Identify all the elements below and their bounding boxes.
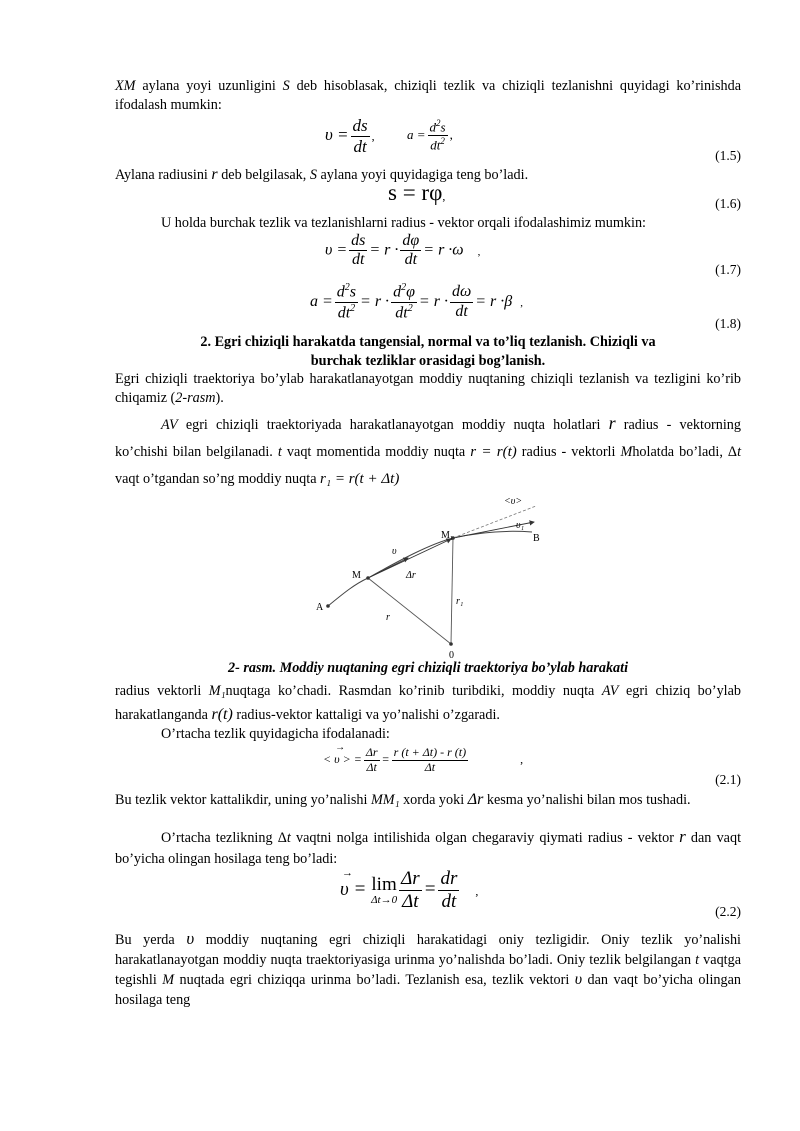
formula-arc-length: s = rφ, bbox=[388, 180, 446, 205]
heading-line-1: 2. Egri chiziqli harakatda tangensial, normal va to’liq tezlanish. Chiziqli va bbox=[200, 334, 656, 350]
radius-vector-r1 bbox=[451, 538, 453, 644]
text-m: M bbox=[162, 972, 175, 988]
figure-reference: 2-rasm bbox=[175, 390, 216, 406]
point-a bbox=[326, 604, 330, 608]
text: radius - vektorli bbox=[516, 444, 621, 460]
text: moddiy nuqtaning egri chiziqli harakatidagi oniy tezligidir. Oniy tezlik yo’nalishi harakatlanayotgan moddiy nuqta traektoriyasiga urinma yo’nalishda bo’ladi. Oniy tezlik belgilangan bbox=[115, 932, 741, 968]
heading-line-2: burchak tezliklar orasidagi bog’lanish. bbox=[310, 353, 546, 369]
formula-r-of-t: r = r(t) bbox=[470, 444, 517, 460]
text-mm1: MM₁ bbox=[370, 792, 400, 808]
text: Aylana radiusini bbox=[115, 167, 212, 183]
text: ). bbox=[215, 390, 224, 406]
formula-velocity: υ = $\frac{ds}{dt}$ , bbox=[325, 116, 375, 156]
text-s: S bbox=[282, 78, 290, 94]
text-t: t bbox=[286, 830, 291, 846]
formula-linear-angular-acceleration: a = $\frac{d^2s}{dt^2}$ = r · $\frac{d^2\varphi}{dt^2}$ = r · $\frac{d\omega}{dt}$ = r ·β , bbox=[310, 282, 523, 322]
label-m: M bbox=[352, 570, 361, 581]
text-m: M bbox=[620, 444, 633, 460]
label-delta-r: Δr bbox=[406, 570, 416, 581]
symbol-r: r bbox=[608, 413, 616, 433]
text: Bu tezlik vektor kattalikdir, uning yo’nalishi bbox=[115, 792, 371, 808]
equation-number: (2.2) bbox=[715, 904, 741, 919]
text: kesma yo’nalishi bilan mos tushadi. bbox=[483, 792, 691, 808]
formula-r1: r₁ = r(t + Δt) bbox=[320, 471, 400, 487]
equation-1-5 bbox=[115, 116, 741, 163]
symbol-r: r bbox=[211, 166, 218, 183]
figure-caption: 2- rasm. Moddiy nuqtaning egri chiziqli traektoriya bo’ylab harakati bbox=[227, 660, 629, 676]
text: Bu yerda bbox=[115, 932, 187, 948]
equation-number: (1.7) bbox=[715, 262, 741, 277]
paragraph-displacement bbox=[115, 679, 741, 727]
text-t: t bbox=[277, 444, 282, 460]
symbol-delta-r: Δr bbox=[467, 791, 484, 808]
text: aylana yoyi uzunligini bbox=[135, 78, 283, 94]
text-t: t bbox=[695, 951, 700, 968]
text: deb belgilasak, bbox=[217, 167, 310, 183]
text: radius vektorli bbox=[115, 683, 209, 699]
label-m1: M₁ bbox=[441, 530, 454, 541]
text: aylana yoyi quyidagiga teng bo’ladi. bbox=[316, 167, 529, 183]
text: egri chiziqli traektoriyada harakatlanayotgan moddiy nuqta holatlari bbox=[177, 417, 609, 433]
text: dan vaqt bo’yicha olingan hosilaga teng bo’ladi: bbox=[115, 830, 742, 867]
paragraph-positions bbox=[115, 410, 741, 493]
paragraph-chord bbox=[115, 790, 741, 810]
equation-1-7 bbox=[115, 232, 741, 276]
point-origin bbox=[449, 642, 453, 646]
velocity-vector bbox=[368, 558, 408, 578]
text: radius-vektor kattaligi va yo’nalishi o’zgaradi. bbox=[232, 707, 500, 723]
text-xm: XM bbox=[115, 78, 136, 94]
text-s: S bbox=[309, 167, 317, 183]
text: vaqtni nolga intilishida olgan chegaraviy qiymati radius - vektor bbox=[290, 830, 680, 846]
trajectory-curve bbox=[328, 531, 532, 606]
radius-vector-r bbox=[368, 578, 451, 644]
text-t: t bbox=[737, 444, 742, 460]
text: egri chiziq bo’ylab harakatlanganda bbox=[115, 683, 742, 723]
section-heading bbox=[115, 333, 741, 371]
symbol-upsilon: υ bbox=[186, 929, 195, 948]
equation-1-6 bbox=[115, 180, 741, 216]
text: vaqtga tegishli bbox=[115, 951, 741, 988]
text-av: AV bbox=[161, 417, 178, 433]
label-origin: 0 bbox=[449, 650, 454, 660]
paragraph-limit bbox=[115, 826, 741, 870]
symbol-upsilon: υ bbox=[574, 971, 583, 988]
label-radius-r1: r₁ bbox=[456, 596, 464, 607]
formula-linear-angular-velocity: υ = $\frac{ds}{dt}$ = r · $\frac{d\varphi}{dt}$ = r ·ω , bbox=[325, 232, 481, 269]
paragraph-instant-velocity bbox=[115, 929, 741, 1010]
text: nuqtaga ko’chadi. Rasmdan ko’rinib turibdiki, moddiy nuqta bbox=[225, 683, 602, 699]
text: O’rtacha tezlik quyidagicha ifodalanadi: bbox=[161, 726, 390, 742]
text: vaqt o’tgandan so’ng moddiy nuqta bbox=[115, 471, 321, 487]
label-velocity: υ bbox=[392, 546, 397, 557]
equation-number: (1.5) bbox=[715, 148, 741, 163]
text: Egri chiziqli traektoriya bo’ylab harakatlanayotgan moddiy nuqtaning chiziqli tezlanish va tezligini ko’rib chiqamiz ( bbox=[115, 371, 741, 406]
text: dan vaqt bo’yicha olingan hosilaga teng bbox=[115, 972, 741, 1008]
equation-1-8 bbox=[115, 282, 741, 331]
equation-number: (1.6) bbox=[715, 196, 741, 211]
equation-number: (1.8) bbox=[715, 316, 741, 331]
paragraph-intro bbox=[115, 77, 741, 115]
symbol-r: r bbox=[679, 827, 686, 846]
text: deb hisoblasak, chiziqli tezlik va chiziqli tezlanishni quyidagi ko’rinishda ifodalash mumkin: bbox=[115, 78, 741, 113]
label-b: B bbox=[533, 533, 540, 544]
equation-2-2 bbox=[115, 868, 741, 918]
formula-acceleration: a = $\frac{d^2s}{dt^2}$ , bbox=[407, 118, 453, 153]
label-radius-r: r bbox=[386, 612, 390, 623]
text-av: AV bbox=[601, 683, 619, 699]
paragraph-angular bbox=[115, 214, 741, 233]
label-a: A bbox=[316, 602, 324, 613]
formula-average-velocity: < → υ > = $\frac{\Delta r}{\Delta t}$ = $\frac{r (t + \Delta t) - r (t)}{\Delta t}$ , bbox=[323, 742, 524, 774]
label-average-velocity: <υ> bbox=[504, 496, 523, 507]
text: nuqtada egri chiziqqa urinma bo’ladi. Tezlanish esa, tezlik vektori bbox=[174, 972, 575, 988]
formula-instant-velocity: → υ = lim Δt→0 $\frac{\Delta r}{\Delta t}$ = $\frac{dr}{dt}$ , bbox=[340, 866, 479, 912]
text: vaqt momentida moddiy nuqta bbox=[281, 444, 471, 460]
trajectory-figure bbox=[310, 492, 550, 660]
equation-2-1 bbox=[115, 742, 741, 790]
equation-number: (2.1) bbox=[715, 772, 741, 787]
point-m bbox=[366, 576, 370, 580]
text: holatda bo’ladi, Δ bbox=[632, 444, 738, 460]
text-m1: M₁ bbox=[208, 683, 226, 699]
text: U holda burchak tezlik va tezlanishlarni radius - vektor orqali ifodalashimiz mumkin: bbox=[161, 215, 646, 231]
text: xorda yoki bbox=[399, 792, 468, 808]
formula-r-of-t: r(t) bbox=[211, 706, 233, 723]
paragraph-curvilinear bbox=[115, 370, 741, 408]
label-velocity-1: υ₁ bbox=[516, 520, 525, 531]
text: O’rtacha tezlikning Δ bbox=[161, 830, 287, 846]
text: radius - vektorning ko’chishi bilan belgilanadi. bbox=[115, 417, 741, 460]
